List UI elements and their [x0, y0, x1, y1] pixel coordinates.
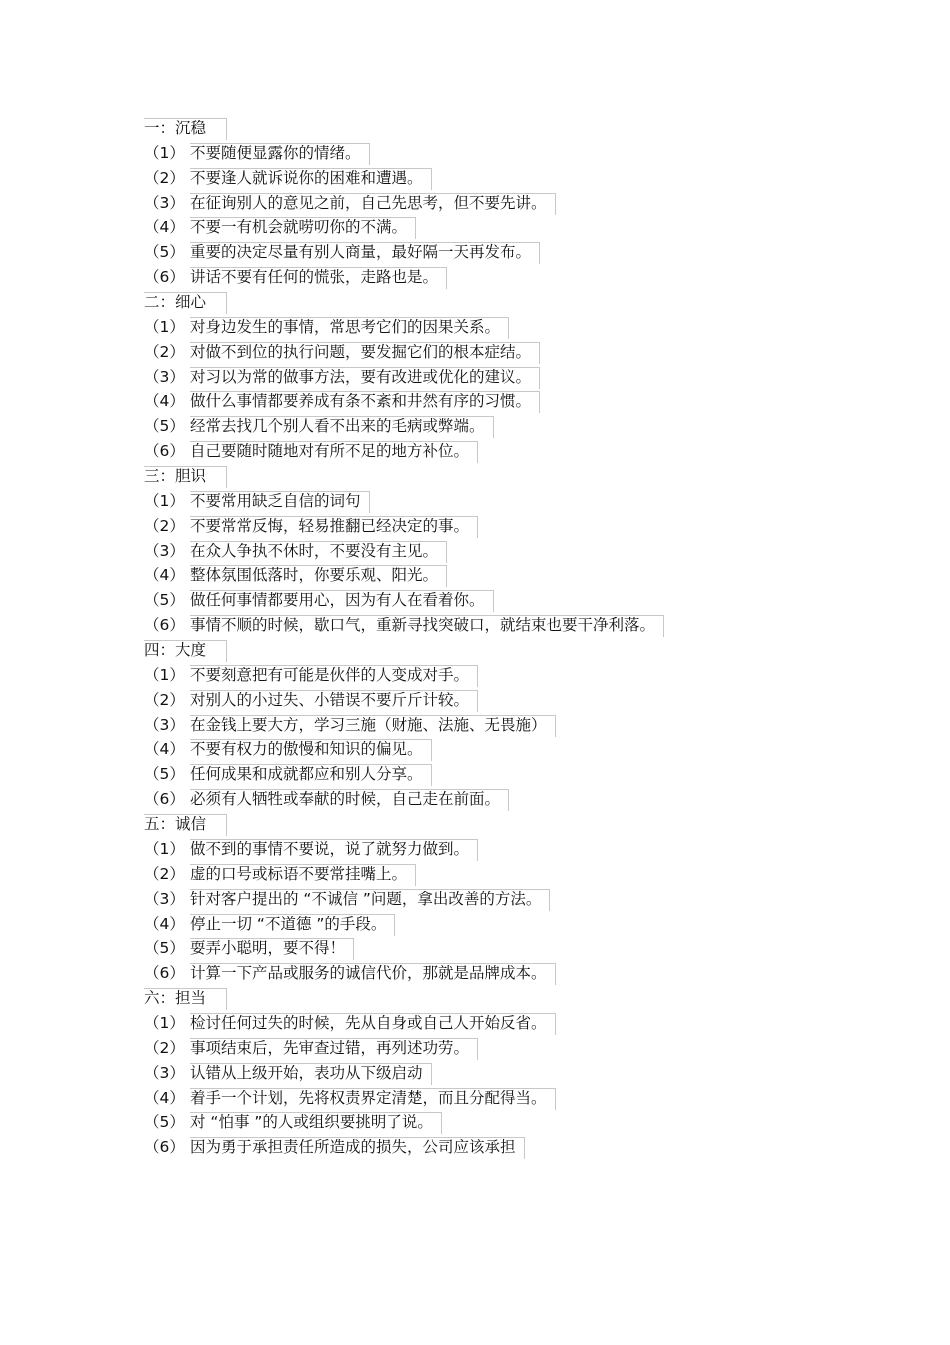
- list-item: [144, 265, 784, 290]
- section-heading-text: 六：担当: [144, 989, 207, 1008]
- list-item: [144, 1011, 784, 1036]
- item-number: （1）: [144, 317, 185, 336]
- section-heading-text: 四：大度: [144, 641, 207, 660]
- list-item: [144, 539, 784, 564]
- item-text: 不要一有机会就唠叨你的不满。: [190, 218, 408, 237]
- list-item: [144, 563, 784, 588]
- item-text: 不要随便显露你的情绪。: [190, 143, 361, 162]
- list-item: [144, 613, 784, 638]
- item-number: （3）: [144, 193, 185, 212]
- item-number: （3）: [144, 889, 185, 908]
- item-text: 做什么事情都要养成有条不紊和井然有序的习惯。: [190, 392, 532, 411]
- list-item: [144, 414, 784, 439]
- item-text: 停止一切 “不道德 ”的手段。: [190, 914, 387, 933]
- item-text: 做不到的事情不要说，说了就努力做到。: [190, 839, 470, 858]
- list-item: [144, 787, 784, 812]
- section-heading: [144, 290, 784, 315]
- item-number: （4）: [144, 1088, 185, 1107]
- item-number: （3）: [144, 715, 185, 734]
- item-text: 不要常常反悔，轻易推翻已经决定的事。: [190, 516, 470, 535]
- item-number: （1）: [144, 143, 185, 162]
- list-item: [144, 141, 784, 166]
- item-number: （6）: [144, 268, 185, 287]
- item-text: 虚的口号或标语不要常挂嘴上。: [190, 864, 408, 883]
- item-number: （2）: [144, 690, 185, 709]
- item-text: 经常去找几个别人看不出来的毛病或弊端。: [190, 417, 485, 436]
- item-text: 对做不到位的执行问题，要发掘它们的根本症结。: [190, 342, 532, 361]
- section-heading-text: 一：沉稳: [144, 119, 207, 137]
- list-item: [144, 439, 784, 464]
- list-item: [144, 215, 784, 240]
- section-heading: [144, 986, 784, 1011]
- item-text: 必须有人牺牲或奉献的时候，自己走在前面。: [190, 790, 501, 809]
- item-number: （5）: [144, 765, 185, 784]
- list-item: [144, 240, 784, 265]
- item-text: 对身边发生的事情，常思考它们的因果关系。: [190, 317, 501, 336]
- item-number: （6）: [144, 1138, 185, 1157]
- item-number: （5）: [144, 417, 185, 436]
- item-text: 因为勇于承担责任所造成的损失，公司应该承担: [190, 1138, 516, 1157]
- list-item: [144, 489, 784, 514]
- item-text: 计算一下产品或服务的诚信代价，那就是品牌成本。: [190, 964, 547, 983]
- item-text: 不要刻意把有可能是伙伴的人变成对手。: [190, 665, 470, 684]
- item-number: （1）: [144, 839, 185, 858]
- section-heading-text: 五：诚信: [144, 815, 207, 834]
- item-text: 不要有权力的傲慢和知识的偏见。: [190, 740, 423, 759]
- item-number: （4）: [144, 218, 185, 237]
- list-item: [144, 588, 784, 613]
- item-number: （4）: [144, 566, 185, 585]
- item-number: （3）: [144, 541, 185, 560]
- item-number: （4）: [144, 914, 185, 933]
- item-text: 讲话不要有任何的慌张，走路也是。: [190, 268, 439, 287]
- list-item: [144, 663, 784, 688]
- list-item: [144, 340, 784, 365]
- list-item: [144, 737, 784, 762]
- list-item: [144, 1086, 784, 1111]
- list-item: [144, 912, 784, 937]
- item-number: （4）: [144, 392, 185, 411]
- item-number: （1）: [144, 665, 185, 684]
- item-text: 对别人的小过失、小错误不要斤斤计较。: [190, 690, 470, 709]
- section-heading: [144, 812, 784, 837]
- list-item: [144, 1110, 784, 1135]
- item-text: 重要的决定尽量有别人商量，最好隔一天再发布。: [190, 243, 532, 262]
- item-text: 检讨任何过失的时候，先从自身或自己人开始反省。: [190, 1013, 547, 1032]
- item-text: 不要常用缺乏自信的词句: [190, 491, 361, 510]
- item-text: 在众人争执不休时，不要没有主见。: [190, 541, 439, 560]
- section-heading: [144, 116, 784, 141]
- section-heading: [144, 464, 784, 489]
- item-number: （6）: [144, 442, 185, 461]
- list-item: [144, 862, 784, 887]
- item-text: 不要逢人就诉说你的困难和遭遇。: [190, 168, 423, 187]
- item-text: 在征询别人的意见之前，自己先思考，但不要先讲。: [190, 193, 547, 212]
- item-number: （6）: [144, 616, 185, 635]
- list-item: [144, 961, 784, 986]
- item-number: （4）: [144, 740, 185, 759]
- item-text: 着手一个计划，先将权责界定清楚，而且分配得当。: [190, 1088, 547, 1107]
- list-item: [144, 688, 784, 713]
- item-number: （3）: [144, 367, 185, 386]
- item-text: 做任何事情都要用心，因为有人在看着你。: [190, 591, 485, 610]
- item-text: 事情不顺的时候，歇口气，重新寻找突破口，就结束也要干净利落。: [190, 616, 656, 635]
- item-text: 自己要随时随地对有所不足的地方补位。: [190, 442, 470, 461]
- item-number: （3）: [144, 1063, 185, 1082]
- item-number: （1）: [144, 491, 185, 510]
- item-text: 耍弄小聪明，要不得！: [190, 939, 346, 958]
- item-number: （2）: [144, 342, 185, 361]
- section-heading-text: 二：细心: [144, 293, 207, 312]
- list-item: [144, 887, 784, 912]
- item-number: （2）: [144, 516, 185, 535]
- list-item: [144, 191, 784, 216]
- list-item: [144, 166, 784, 191]
- document-body: [144, 116, 784, 1160]
- item-number: （5）: [144, 1113, 185, 1132]
- item-number: （2）: [144, 864, 185, 883]
- item-text: 认错从上级开始，表功从下级启动: [190, 1063, 423, 1082]
- section-heading: [144, 638, 784, 663]
- item-text: 事项结束后，先审查过错，再列述功劳。: [190, 1038, 470, 1057]
- item-text: 对习以为常的做事方法，要有改进或优化的建议。: [190, 367, 532, 386]
- list-item: [144, 762, 784, 787]
- list-item: [144, 1036, 784, 1061]
- item-number: （2）: [144, 1038, 185, 1057]
- item-text: 任何成果和成就都应和别人分享。: [190, 765, 423, 784]
- item-number: （6）: [144, 790, 185, 809]
- item-number: （5）: [144, 591, 185, 610]
- item-number: （5）: [144, 939, 185, 958]
- item-number: （2）: [144, 168, 185, 187]
- list-item: [144, 514, 784, 539]
- list-item: [144, 315, 784, 340]
- list-item: [144, 936, 784, 961]
- list-item: [144, 1135, 784, 1160]
- list-item: [144, 1061, 784, 1086]
- item-number: （6）: [144, 964, 185, 983]
- list-item: [144, 365, 784, 390]
- item-text: 整体氛围低落时，你要乐观、阳光。: [190, 566, 439, 585]
- item-text: 针对客户提出的 “不诚信 ”问题，拿出改善的方法。: [190, 889, 542, 908]
- list-item: [144, 837, 784, 862]
- item-number: （1）: [144, 1013, 185, 1032]
- section-heading-text: 三：胆识: [144, 467, 207, 486]
- list-item: [144, 389, 784, 414]
- item-text: 对 “怕事 ”的人或组织要挑明了说。: [190, 1113, 433, 1132]
- item-number: （5）: [144, 243, 185, 262]
- list-item: [144, 713, 784, 738]
- item-text: 在金钱上要大方，学习三施（财施、法施、无畏施）: [190, 715, 547, 734]
